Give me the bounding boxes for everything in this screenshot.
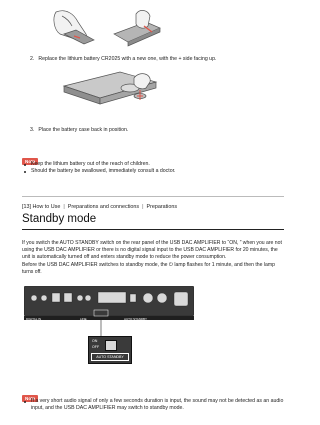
breadcrumb-separator: | [142,204,144,210]
step-3 [30,127,285,134]
breadcrumb [22,204,177,210]
title-underline [22,229,284,230]
rear-panel-illustration [24,286,194,378]
panel-label-auto-standby: AUTO STANDBY [124,317,148,321]
step-text: Place the battery case back in position. [38,127,129,133]
list-item: Keep the lithium battery out of the reach of children. [22,161,282,168]
step-2 [30,56,285,63]
standby-description [22,240,284,276]
step-text: Replace the lithium battery CR2025 with a new one, with the + side facing up. [38,56,217,62]
switch-off-label: OFF [92,345,100,349]
page-title: Standby mode [22,213,97,225]
switch-on-label: ON [92,339,98,343]
step-number: 3. [30,127,35,133]
panel-label-line: LINE [80,317,87,321]
breadcrumb-item[interactable]: [13] How to Use [22,204,61,210]
step-number: 2. [30,56,35,62]
breadcrumb-item[interactable]: Preparations and connections [67,204,140,210]
divider [22,196,284,197]
note-label: Note [22,395,38,402]
illustration-battery-replace [60,66,168,112]
auto-standby-callout [88,336,132,364]
illustration-battery-removal [48,4,166,50]
breadcrumb-item[interactable]: Preparations [146,204,178,210]
paragraph: If you switch the AUTO STANDBY switch on the rear panel of the USB DAC AMPLIFIER to “ON, ” when you are not using the USB DAC AMPLIFIER or there is no digital signal input to the USB DAC AMPLIFIER for 20 minutes, the unit is automatically turned off and enters standby mode to reduce the power consumption. [22,240,282,261]
panel-label-digital-in: DIGITAL IN [26,317,42,321]
breadcrumb-separator: | [63,204,65,210]
auto-standby-switch[interactable] [105,340,117,351]
standby-notes-list [22,398,284,412]
list-item: Should the battery be swallowed, immediately consult a doctor. [22,168,282,175]
paragraph: Before the USB DAC AMPLIFIER switches to standby mode, the ⏻ lamp flashes for 1 minute, and then the lamp turns off. [22,261,275,275]
battery-notes-list [22,161,282,175]
note-label: Note [22,158,38,165]
callout-label: AUTO STANDBY [91,353,129,361]
list-item: If a very short audio signal of only a few seconds duration is input, the sound may not be detected as an audio input, and the USB DAC AMPLIFIER may switch to standby mode. [22,398,284,412]
